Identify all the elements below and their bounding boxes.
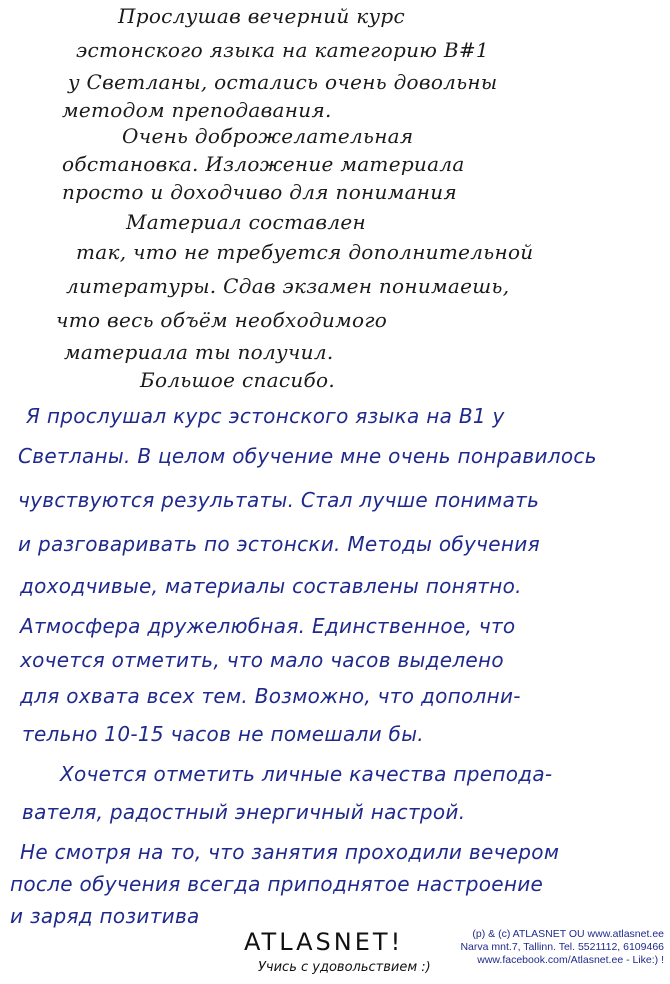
review-line: обстановка. Изложение материала	[62, 152, 465, 176]
review-line: просто и доходчиво для понимания	[62, 180, 457, 204]
contact-line: www.facebook.com/Atlasnet.ee - Like:) !	[477, 954, 664, 966]
atlasnet-logo: ATLASNET!	[244, 928, 404, 956]
contact-line: (p) & (c) ATLASNET OU www.atlasnet.ee	[472, 928, 664, 940]
contact-info	[460, 928, 664, 967]
slogan: Учись с удовольствием :)	[258, 960, 431, 975]
review-line: Большое спасибо.	[140, 368, 336, 392]
review-line: Очень доброжелательная	[122, 124, 414, 148]
review-line: Не смотря на то, что занятия проходили вечером	[20, 840, 560, 864]
review-line: Материал составлен	[126, 210, 367, 234]
review-line: после обучения всегда приподнятое настроение	[10, 872, 544, 896]
review-line: что весь объём необходимого	[56, 308, 388, 332]
review-line: доходчивые, материалы составлены понятно.	[20, 574, 522, 598]
review-line: эстонского языка на категорию В#1	[76, 38, 489, 62]
review-line: вателя, радостный энергичный настрой.	[22, 800, 466, 824]
review-line: для охвата всех тем. Возможно, что дополни-	[20, 684, 521, 708]
review-line: тельно 10-15 часов не помешали бы.	[22, 722, 424, 746]
review-line: материала ты получил.	[64, 340, 334, 364]
review-line: методом преподавания.	[62, 98, 332, 122]
review-line: литературы. Сдав экзамен понимаешь,	[66, 274, 510, 298]
review-line: Светланы. В целом обучение мне очень понравилось	[18, 444, 597, 468]
review-line: и разговаривать по эстонски. Методы обучения	[18, 532, 540, 556]
review-line: чувствуются результаты. Стал лучше понимать	[18, 488, 540, 512]
review-line: у Светланы, остались очень довольны	[68, 70, 498, 94]
review-line: Атмосфера дружелюбная. Единственное, что	[20, 614, 516, 638]
review-line: Я прослушал курс эстонского языка на В1 у	[26, 404, 505, 428]
review-line: Прослушав вечерний курс	[118, 4, 405, 28]
review-line: хочется отметить, что мало часов выделено	[20, 648, 504, 672]
review-line: Хочется отметить личные качества препода-	[60, 762, 553, 786]
review-line: и заряд позитива	[10, 904, 200, 928]
contact-line: Narva mnt.7, Tallinn. Tel. 5521112, 6109466	[460, 941, 664, 953]
review-line: так, что не требуется дополнительной	[76, 240, 534, 264]
